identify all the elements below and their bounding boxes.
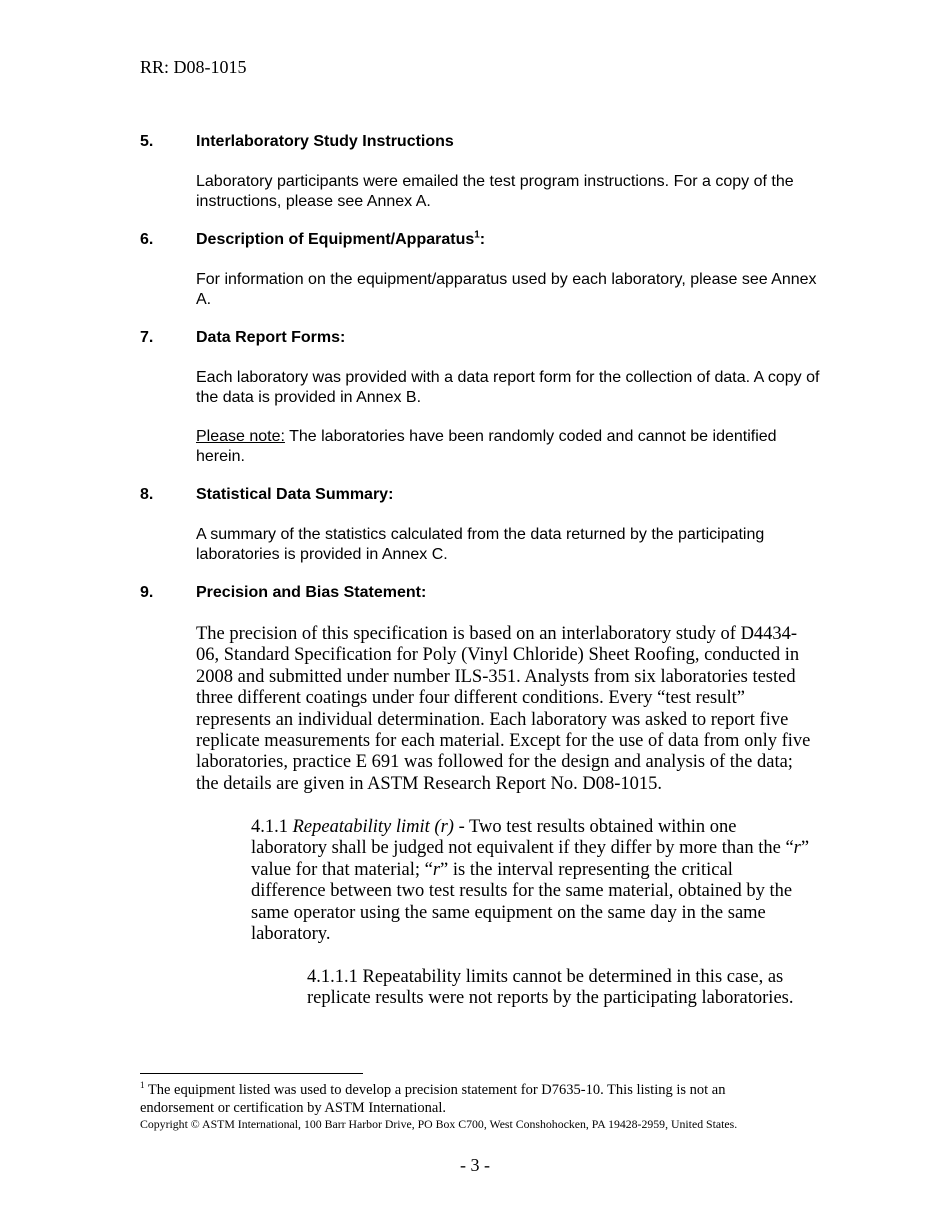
clause-4-1-1-1: 4.1.1.1 Repeatability limits cannot be determined in this case, as replicate results were not reports by the participating laboratories. (307, 967, 794, 1009)
section-8-title: Statistical Data Summary: (196, 486, 394, 503)
section-8-number: 8. (140, 486, 154, 503)
section-6-title-colon: : (479, 231, 486, 248)
section-6-body: For information on the equipment/apparatus used by each laboratory, please see Annex A. (196, 271, 817, 308)
repeatability-limit-paragraph (251, 817, 811, 945)
section-6-title-text: Description of Equipment/Apparatus (196, 231, 475, 248)
footnote (140, 1082, 800, 1117)
report-id-header: RR: D08-1015 (140, 57, 247, 77)
repeatability-term: Repeatability limit (r) (292, 817, 454, 837)
section-7-body: Each laboratory was provided with a data report form for the collection of data. A copy of the data is provided in Annex B. (196, 369, 820, 406)
clause-4-1-1-text-b: ” value for that material; “ (251, 838, 810, 880)
r-symbol: r (432, 859, 441, 880)
note-label: Please note: (196, 428, 285, 445)
section-7-number: 7. (140, 329, 154, 346)
section-5-body: Laboratory participants were emailed the test program instructions. For a copy of the instructions, please see Annex A. (196, 173, 794, 210)
section-7-title: Data Report Forms: (196, 329, 346, 346)
section-9-body: The precision of this specification is based on an interlaboratory study of D4434-06, Standard Specification for Poly (Vinyl Chloride) Sheet Roofing, conducted in 2008 and submitted under number ILS-351. Analysts from six laboratories tested three different coatings under four different conditions. Every “test result” represents an individual determination. Each laboratory was asked to report five replicate measurements for each material. Except for the use of data from only five laboratories, practice E 691 was followed for the design and analysis of the data; the details are given in ASTM Research Report No. D08-1015. (196, 624, 811, 794)
footnote-ref-1: 1 (474, 229, 480, 241)
section-5-title: Interlaboratory Study Instructions (196, 133, 454, 150)
section-9-number: 9. (140, 584, 154, 601)
section-6-number: 6. (140, 231, 154, 248)
footnote-marker: 1 (140, 1080, 145, 1091)
section-8-body: A summary of the statistics calculated from the data returned by the participating laboratories is provided in Annex C. (196, 526, 765, 563)
clause-4-1-1-text-c: ” is the interval representing the critical difference between two test results for the same material, obtained by the same operator using the same equipment on the same day in the same laboratory. (251, 859, 793, 945)
section-5-number: 5. (140, 133, 154, 150)
section-6-title (196, 231, 485, 249)
r-symbol: r (793, 838, 801, 859)
footnote-divider (140, 1073, 363, 1074)
section-7-note (196, 427, 821, 466)
note-text: The laboratories have been randomly coded and cannot be identified herein. (196, 428, 777, 465)
page-number: - 3 - (460, 1155, 490, 1175)
section-9-title: Precision and Bias Statement: (196, 584, 427, 601)
clause-4-1-1-text-a: - Two test results obtained within one laboratory shall be judged not equivalent if they differ by more than the “ (251, 817, 794, 859)
clause-4-1-1-number: 4.1.1 (251, 817, 293, 837)
copyright-notice: Copyright © ASTM International, 100 Barr Harbor Drive, PO Box C700, West Conshohocken, PA 19428-2959, United States. (140, 1117, 738, 1131)
footnote-text: The equipment listed was used to develop a precision statement for D7635-10. This listing is not an endorsement or certification by ASTM International. (140, 1082, 726, 1116)
